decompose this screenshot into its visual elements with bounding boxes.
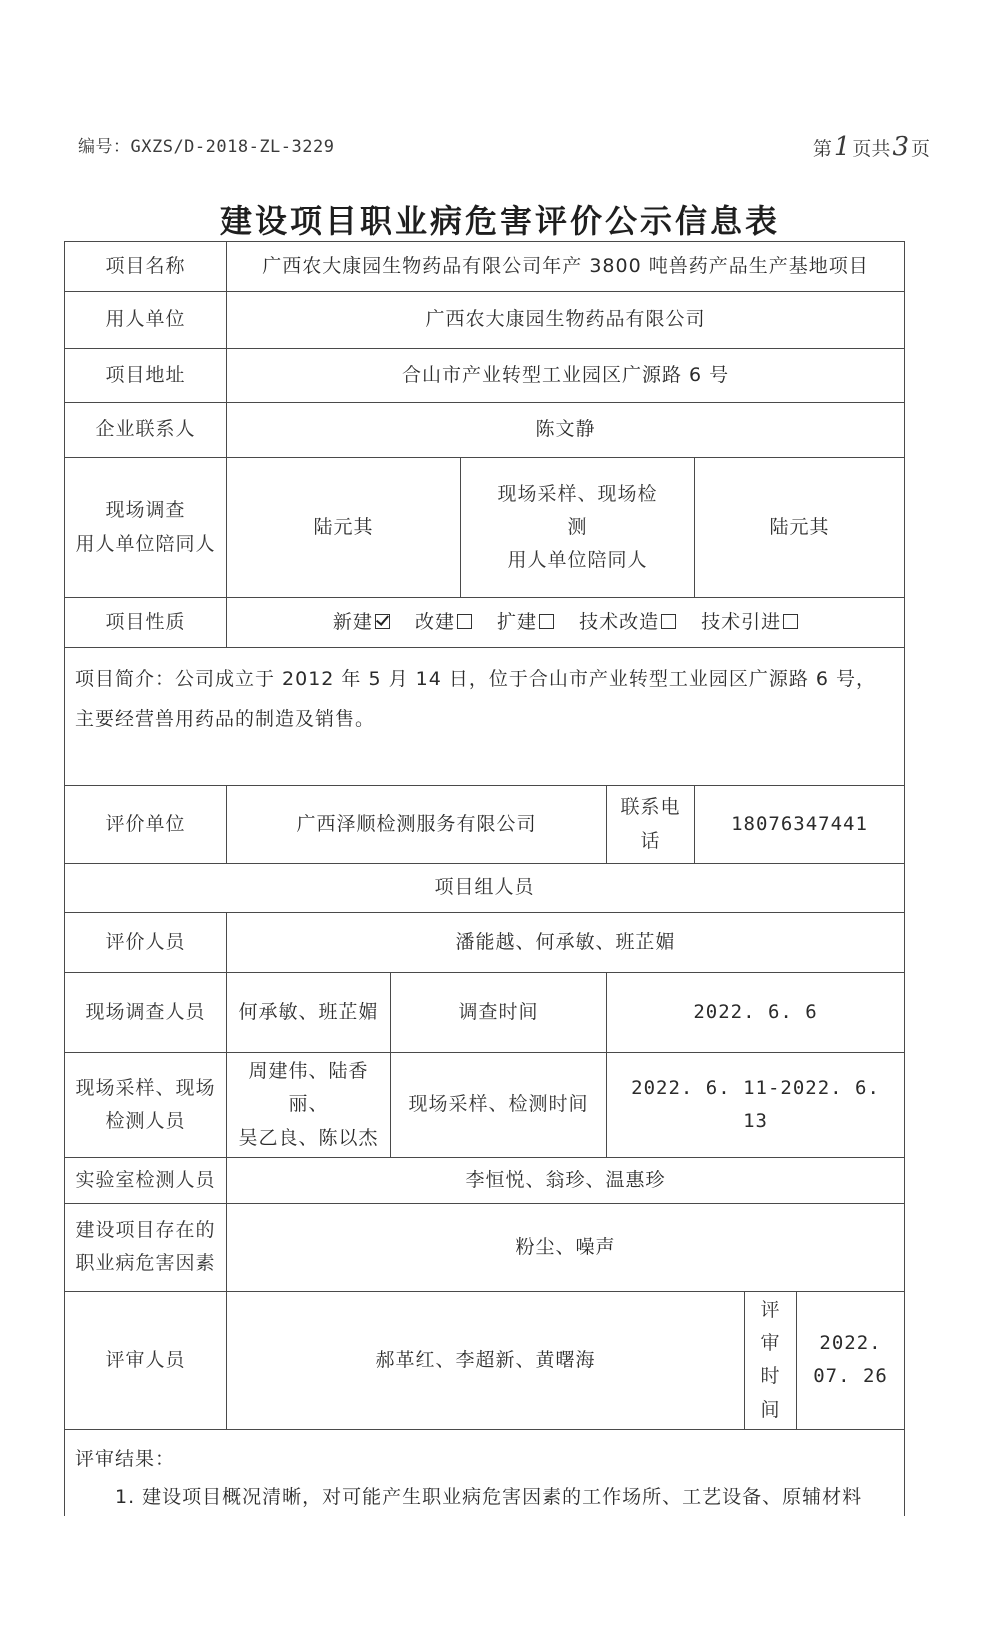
survey-staff-value: 何承敏、班芷媚 — [227, 973, 391, 1053]
assessors-value: 潘能越、何承敏、班芷媚 — [227, 913, 905, 973]
document-header — [78, 128, 930, 168]
row-team-header — [65, 864, 905, 913]
nature-option-expand: 扩建 — [497, 611, 572, 633]
row-address — [65, 349, 905, 403]
checkbox-empty-icon — [457, 614, 472, 629]
assessors-label: 评价人员 — [65, 913, 227, 973]
row-sampling-staff — [65, 1053, 905, 1158]
address-value: 合山市产业转型工业园区广源路 6 号 — [227, 349, 905, 403]
review-time-label: 评审 时间 — [745, 1291, 797, 1429]
sampling-time-label: 现场采样、检测时间 — [391, 1053, 607, 1158]
row-review-result — [65, 1429, 905, 1516]
nature-option-rebuild: 改建 — [415, 611, 490, 633]
sampling-staff-value: 周建伟、陆香丽、 吴乙良、陈以杰 — [227, 1053, 391, 1158]
row-companions — [65, 458, 905, 598]
nature-options — [227, 598, 905, 648]
project-intro: 项目简介：公司成立于 2012 年 5 月 14 日，位于合山市产业转型工业园区广源路 6 号，主要经营兽用药品的制造及销售。 — [65, 648, 905, 786]
survey-staff-label: 现场调查人员 — [65, 973, 227, 1053]
address-label: 项目地址 — [65, 349, 227, 403]
survey-time-value: 2022. 6. 6 — [607, 973, 905, 1053]
phone-value: 18076347441 — [695, 786, 905, 864]
phone-label: 联系电话 — [607, 786, 695, 864]
nature-option-new: 新建 — [333, 611, 408, 633]
page-current: 1 — [833, 132, 851, 162]
reviewers-label: 评审人员 — [65, 1291, 227, 1429]
review-result-line-1: 1. 建设项目概况清晰，对可能产生职业病危害因素的工作场所、工艺设备、原辅材料 — [115, 1485, 863, 1508]
evaluator-value: 广西泽顺检测服务有限公司 — [227, 786, 607, 864]
page-total: 3 — [892, 132, 909, 162]
project-name-label: 项目名称 — [65, 242, 227, 292]
row-intro — [65, 648, 905, 786]
row-lab-staff — [65, 1157, 905, 1203]
team-header: 项目组人员 — [65, 864, 905, 913]
sampling-companion-label: 现场采样、现场检 测 用人单位陪同人 — [461, 458, 695, 598]
reviewers-value: 郝革红、李超新、黄曙海 — [227, 1291, 745, 1429]
contact-value: 陈文静 — [227, 403, 905, 458]
sampling-companion-value: 陆元其 — [695, 458, 905, 598]
row-contact — [65, 403, 905, 458]
survey-companion-value: 陆元其 — [227, 458, 461, 598]
employer-value: 广西农大康园生物药品有限公司 — [227, 292, 905, 349]
lab-staff-label: 实验室检测人员 — [65, 1157, 227, 1203]
survey-companion-label: 现场调查 用人单位陪同人 — [65, 458, 227, 598]
survey-time-label: 调查时间 — [391, 973, 607, 1053]
checkbox-checked-icon — [375, 614, 390, 629]
checkbox-empty-icon — [661, 614, 676, 629]
review-result — [65, 1429, 905, 1516]
row-reviewers — [65, 1291, 905, 1429]
row-nature — [65, 598, 905, 648]
lab-staff-value: 李恒悦、翁珍、温惠珍 — [227, 1157, 905, 1203]
hazards-label: 建设项目存在的 职业病危害因素 — [65, 1203, 227, 1291]
sampling-time-value: 2022. 6. 11-2022. 6. 13 — [607, 1053, 905, 1158]
review-result-label: 评审结果： — [75, 1447, 176, 1470]
nature-label: 项目性质 — [65, 598, 227, 648]
nature-option-tech-upgrade: 技术改造 — [579, 611, 694, 633]
checkbox-empty-icon — [783, 614, 798, 629]
checkbox-empty-icon — [539, 614, 554, 629]
page-indicator: 第1 页共3 页 — [812, 132, 930, 162]
form-title: 建设项目职业病危害评价公示信息表 — [219, 202, 780, 240]
document-code: 编号：GXZS/D-2018-ZL-3229 — [78, 137, 335, 157]
row-evaluator — [65, 786, 905, 864]
info-table — [64, 241, 905, 1516]
hazards-value: 粉尘、噪声 — [227, 1203, 905, 1291]
sampling-staff-label: 现场采样、现场 检测人员 — [65, 1053, 227, 1158]
nature-option-tech-import: 技术引进 — [701, 611, 798, 633]
employer-label: 用人单位 — [65, 292, 227, 349]
evaluator-label: 评价单位 — [65, 786, 227, 864]
row-project-name — [65, 242, 905, 292]
row-employer — [65, 292, 905, 349]
info-table-wrapper — [64, 241, 904, 1516]
contact-label: 企业联系人 — [65, 403, 227, 458]
row-assessors — [65, 913, 905, 973]
project-name-value: 广西农大康园生物药品有限公司年产 3800 吨兽药产品生产基地项目 — [227, 242, 905, 292]
review-time-value: 2022. 07. 26 — [797, 1291, 905, 1429]
row-hazards — [65, 1203, 905, 1291]
row-survey-staff — [65, 973, 905, 1053]
